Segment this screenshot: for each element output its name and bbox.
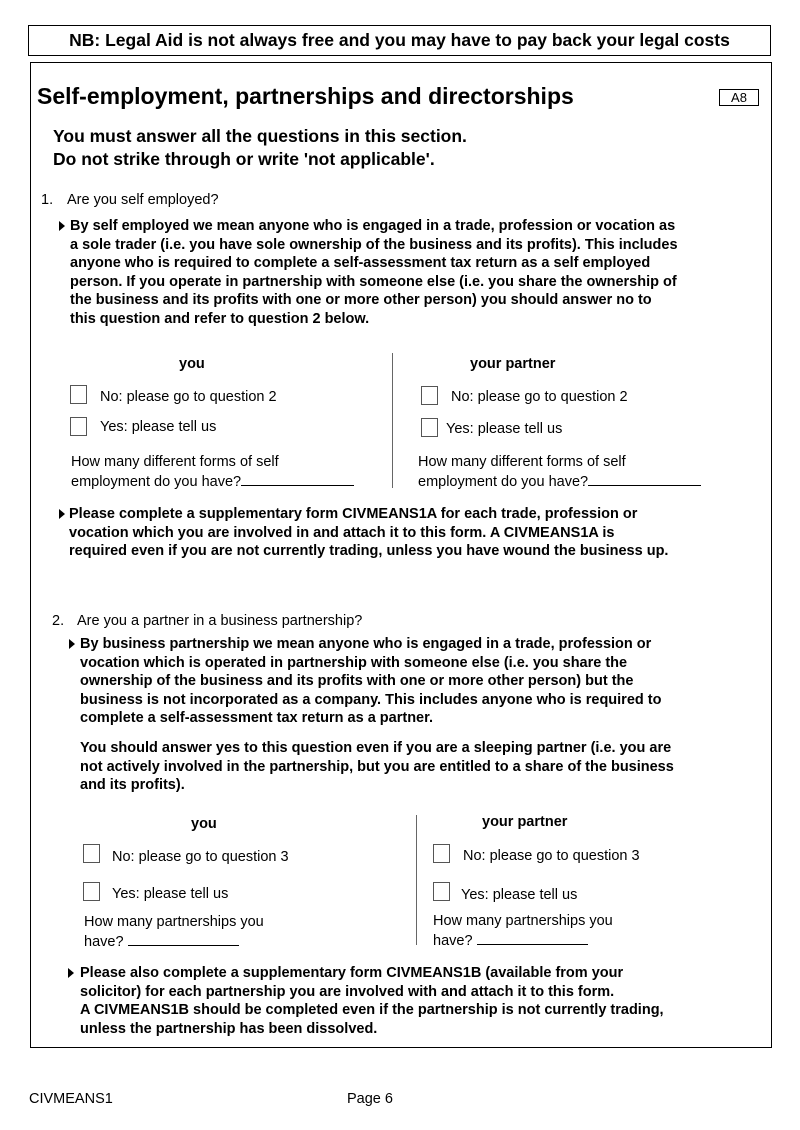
q1-note-line: this question and refer to question 2 below.	[70, 310, 370, 327]
q1-supp-bullet-icon	[59, 509, 65, 519]
q1-partner-count-line2: employment do you have?	[418, 474, 589, 490]
q1-supp-line: required even if you are not currently trading, unless you have wound the business up.	[69, 543, 669, 560]
q1-partner-count-input[interactable]	[588, 471, 701, 486]
q1-you-yes-checkbox[interactable]	[70, 417, 87, 436]
q1-you-heading: you	[179, 356, 205, 372]
q2-number: 2.	[52, 613, 65, 629]
q2-partner-yes-checkbox[interactable]	[433, 882, 450, 901]
q2-supp-line: A CIVMEANS1B should be completed even if the partnership is not currently trading,	[80, 1002, 664, 1019]
legal-aid-banner	[28, 25, 771, 56]
footer-form-code: CIVMEANS1	[29, 1091, 113, 1107]
q2-partner-count-line1: How many partnerships you	[433, 913, 613, 929]
q2-supp-bullet-icon	[68, 968, 74, 978]
banner-text: NB: Legal Aid is not always free and you may have to pay back your legal costs	[69, 30, 730, 50]
q1-partner-count-line1: How many different forms of self	[418, 454, 626, 470]
q2-you-heading: you	[191, 816, 217, 832]
q1-partner-no-checkbox[interactable]	[421, 386, 438, 405]
q1-note-line: person. If you operate in partnership with someone else (i.e. you share the ownership of	[70, 273, 677, 290]
q1-note-line: the business and its profits with one or more other person) you should answer no to	[70, 292, 652, 309]
q2-supp-note	[80, 964, 770, 1038]
q2-question: Are you a partner in a business partnership?	[77, 613, 363, 629]
q2-partner-heading: your partner	[482, 814, 568, 830]
q1-number: 1.	[41, 192, 54, 208]
q2-partner-count-line2: have?	[433, 933, 473, 949]
q2-partner-count-input[interactable]	[477, 930, 588, 945]
q2-you-yes-checkbox[interactable]	[83, 882, 100, 901]
q2-partner-count	[433, 912, 613, 950]
q2-column-divider	[416, 815, 417, 945]
instruction-line-2: Do not strike through or write 'not applicable'.	[53, 149, 435, 169]
q2-you-count-line1: How many partnerships you	[84, 914, 264, 930]
q2-you-count-line2: have?	[84, 934, 124, 950]
q1-supp-note	[69, 505, 769, 561]
q2-you-yes-label: Yes: please tell us	[112, 886, 229, 902]
q1-note-line: anyone who is required to complete a self-assessment tax return as a self employed	[70, 255, 651, 272]
q2-note2-line: not actively involved in the partnership, but you are entitled to a share of the business	[80, 758, 674, 775]
q2-note-bullet-icon	[69, 639, 75, 649]
q1-you-count-line1: How many different forms of self	[71, 454, 279, 470]
q1-supp-line: vocation which you are involved in and attach it to this form. A CIVMEANS1A is	[69, 524, 615, 541]
q2-you-no-label: No: please go to question 3	[112, 849, 289, 865]
section-title: Self-employment, partnerships and directorships	[37, 83, 574, 109]
q1-you-yes-label: Yes: please tell us	[100, 419, 217, 435]
q2-partner-no-checkbox[interactable]	[433, 844, 450, 863]
q1-partner-yes-checkbox[interactable]	[421, 418, 438, 437]
q1-note-line: By self employed we mean anyone who is engaged in a trade, profession or vocation as	[70, 218, 676, 234]
q2-you-count	[84, 913, 264, 951]
q1-you-no-label: No: please go to question 2	[100, 389, 277, 405]
q1-partner-heading: your partner	[470, 356, 556, 372]
q2-supp-line: unless the partnership has been dissolved.	[80, 1020, 378, 1037]
section-code: A8	[719, 89, 759, 106]
q1-you-count	[71, 453, 354, 491]
q1-note	[70, 217, 760, 329]
q1-supp-line: Please complete a supplementary form CIVMEANS1A for each trade, profession or	[69, 506, 638, 522]
q2-note	[80, 635, 760, 728]
q1-you-no-checkbox[interactable]	[70, 385, 87, 404]
q1-partner-count	[418, 453, 701, 491]
q1-note-line: a sole trader (i.e. you have sole ownership of the business and its profits). This includes	[70, 236, 678, 253]
q2-note-line: By business partnership we mean anyone who is engaged in a trade, profession or	[80, 636, 652, 652]
q2-note-line: business is not incorporated as a company. This includes anyone who is required to	[80, 691, 662, 708]
q2-note2	[80, 739, 760, 795]
q1-you-count-input[interactable]	[241, 471, 354, 486]
instruction-line-1: You must answer all the questions in this section.	[53, 126, 467, 146]
q2-supp-line: solicitor) for each partnership you are involved with and attach it to this form.	[80, 983, 615, 1000]
q2-note2-line: You should answer yes to this question even if you are a sleeping partner (i.e. you are	[80, 740, 672, 756]
q2-note-line: complete a self-assessment tax return as a partner.	[80, 710, 433, 727]
q2-note2-line: and its profits).	[80, 777, 185, 794]
q2-partner-yes-label: Yes: please tell us	[461, 887, 578, 903]
q1-question: Are you self employed?	[67, 192, 219, 208]
q1-partner-yes-label: Yes: please tell us	[446, 421, 563, 437]
q2-you-no-checkbox[interactable]	[83, 844, 100, 863]
q1-column-divider	[392, 353, 393, 488]
q2-partner-no-label: No: please go to question 3	[463, 848, 640, 864]
q1-you-count-line2: employment do you have?	[71, 474, 242, 490]
q1-note-bullet-icon	[59, 221, 65, 231]
q2-note-line: vocation which is operated in partnership with someone else (i.e. you share the	[80, 654, 628, 671]
q2-note-line: ownership of the business and its profits with one or more other person) but the	[80, 673, 634, 690]
footer-page-number: Page 6	[347, 1091, 393, 1107]
q1-partner-no-label: No: please go to question 2	[451, 389, 628, 405]
q2-supp-line: Please also complete a supplementary form CIVMEANS1B (available from your	[80, 965, 624, 981]
q2-you-count-input[interactable]	[128, 931, 239, 946]
